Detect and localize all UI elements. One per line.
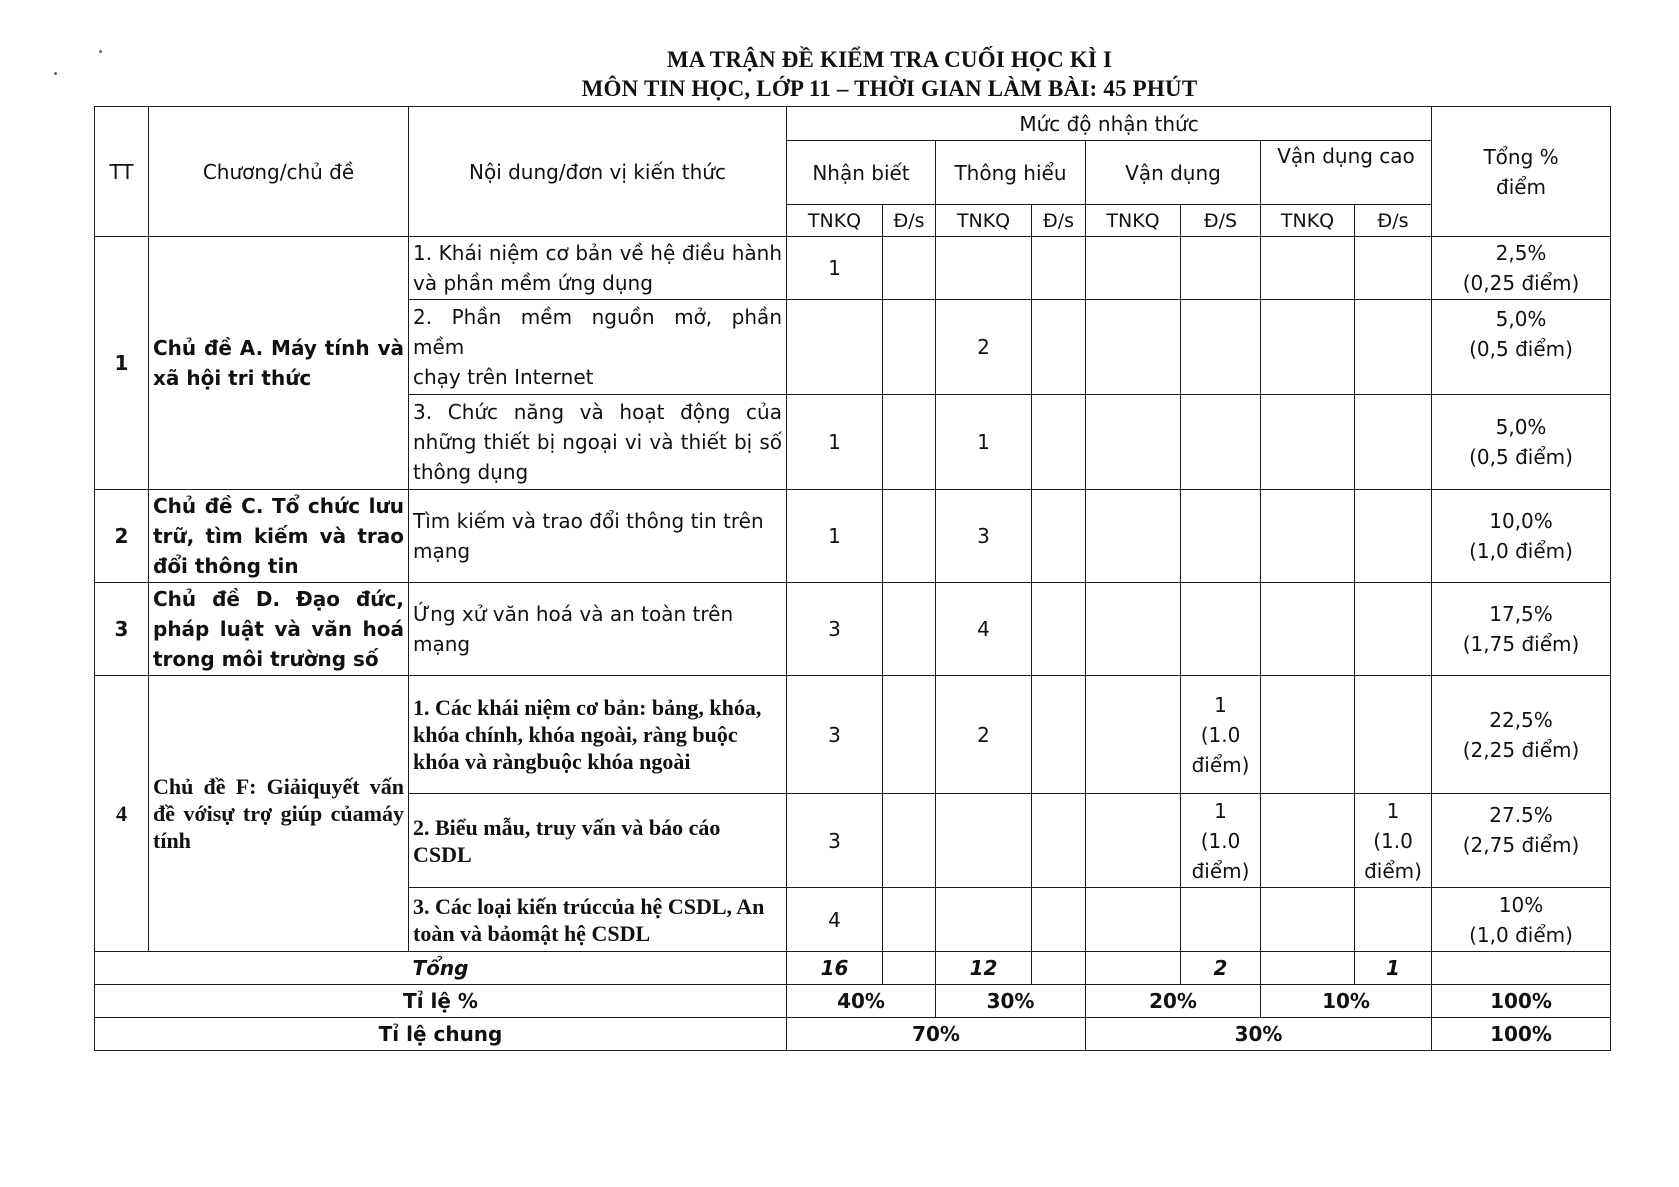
header-sub: TNKQ [1086, 205, 1181, 237]
exam-matrix-table [94, 106, 1611, 1051]
row-content: 1. Các khái niệm cơ bản: bảng, khóa, khóa chính, khóa ngoài, ràng buộc khóa và ràngbuộc khóa ngoài [409, 676, 787, 794]
sum-nb-ds [883, 952, 936, 985]
header-content: Nội dung/đơn vị kiến thức [409, 107, 787, 237]
header-sub: Đ/s [1355, 205, 1432, 237]
scan-speck [99, 50, 102, 53]
content-line: chạy trên Internet [413, 365, 594, 389]
row-content: 2. Biểu mẫu, truy vấn và báo cáo CSDL [409, 794, 787, 888]
cell-th-tnkq: 2 [936, 676, 1032, 794]
cell-vd-ds [1181, 300, 1261, 395]
cell-vd-ds [1181, 237, 1261, 300]
header-level-van-dung-cao: Vận dụng cao [1261, 141, 1432, 205]
table-row [95, 490, 1611, 583]
vd-pts: (1.0 [1200, 828, 1241, 853]
cell-total [1432, 888, 1611, 952]
page-subtitle: MÔN TIN HỌC, LỚP 11 – THỜI GIAN LÀM BÀI: 45 PHÚT [581, 76, 1198, 101]
cell-vdc-ds [1355, 395, 1432, 490]
cell-nb-tnkq: 4 [787, 888, 883, 952]
vd-pts-unit: điểm) [1191, 858, 1250, 883]
header-sub: TNKQ [787, 205, 883, 237]
row-content [409, 300, 787, 395]
row-content: Ứng xử văn hoá và an toàn trên mạng [409, 583, 787, 676]
cell-vdc-tnkq [1261, 490, 1355, 583]
row-chapter: Chủ đề C. Tổ chức lưu trữ, tìm kiếm và trao đổi thông tin [149, 490, 409, 583]
total-pct: 5,0% [1495, 307, 1547, 331]
ratio-nb: 40% [787, 985, 936, 1018]
cell-vdc-ds [1355, 676, 1432, 794]
cell-vd-ds [1181, 490, 1261, 583]
header-sub: TNKQ [936, 205, 1032, 237]
total-pts: (0,5 điểm) [1469, 445, 1573, 469]
cell-th-tnkq [936, 237, 1032, 300]
cell-vdc-tnkq [1261, 237, 1355, 300]
cell-total [1432, 237, 1611, 300]
header-chapter: Chương/chủ đề [149, 107, 409, 237]
cell-nb-ds [883, 676, 936, 794]
row-chapter: Chủ đề F: Giảiquyết vấn đề vớisự trợ giúp củamáy tính [149, 676, 409, 952]
cell-nb-tnkq: 3 [787, 794, 883, 888]
row-content: Tìm kiếm và trao đổi thông tin trên mạng [409, 490, 787, 583]
vdc-pts: (1.0 [1373, 828, 1413, 853]
sum-nb-tnkq: 16 [787, 952, 883, 985]
ratio-vd: 20% [1086, 985, 1261, 1018]
total-pts: (1,0 điểm) [1469, 539, 1573, 563]
cell-vd-tnkq [1086, 794, 1181, 888]
cell-th-tnkq: 1 [936, 395, 1032, 490]
cell-nb-tnkq: 3 [787, 676, 883, 794]
cell-vdc-ds [1355, 490, 1432, 583]
cell-total [1432, 794, 1611, 888]
total-pct: 10% [1498, 892, 1544, 917]
cell-total [1432, 395, 1611, 490]
vd-count: 1 [1214, 692, 1227, 717]
total-pct: 2,5% [1495, 241, 1547, 265]
cell-vdc-ds [1355, 583, 1432, 676]
cell-nb-tnkq: 1 [787, 237, 883, 300]
row-content: 1. Khái niệm cơ bản về hệ điều hành và phần mềm ứng dụng [409, 237, 787, 300]
cell-th-ds [1032, 395, 1086, 490]
cell-vd-ds [1181, 794, 1261, 888]
vdc-count: 1 [1386, 798, 1400, 823]
row-tt: 1 [95, 237, 149, 490]
header-total [1432, 107, 1611, 237]
header-sub: Đ/S [1181, 205, 1261, 237]
table-row [95, 583, 1611, 676]
header-total-line1: Tổng % [1483, 144, 1559, 169]
cell-nb-ds [883, 888, 936, 952]
total-pct: 22,5% [1489, 707, 1553, 732]
cell-vd-ds [1181, 888, 1261, 952]
cell-nb-tnkq: 3 [787, 583, 883, 676]
cell-vdc-ds [1355, 237, 1432, 300]
cell-vd-tnkq [1086, 676, 1181, 794]
sum-vdc-tnkq [1261, 952, 1355, 985]
total-pts: (0,25 điểm) [1462, 271, 1580, 295]
common-applied: 30% [1086, 1018, 1432, 1051]
scan-speck [54, 72, 57, 75]
ratio-th: 30% [936, 985, 1086, 1018]
vd-pts: (1.0 [1200, 722, 1241, 747]
header-level-thong-hieu: Thông hiểu [936, 141, 1086, 205]
cell-th-ds [1032, 237, 1086, 300]
cell-vd-tnkq [1086, 888, 1181, 952]
sum-vd-ds: 2 [1181, 952, 1261, 985]
total-pts: (1,75 điểm) [1462, 632, 1580, 656]
cell-vdc-tnkq [1261, 676, 1355, 794]
cell-th-ds [1032, 888, 1086, 952]
cell-nb-ds [883, 794, 936, 888]
vdc-pts-unit: điểm) [1364, 858, 1422, 883]
table-row [95, 237, 1611, 300]
ratio-vdc: 10% [1261, 985, 1432, 1018]
cell-vd-tnkq [1086, 395, 1181, 490]
cell-vdc-ds [1355, 888, 1432, 952]
cell-vd-tnkq [1086, 490, 1181, 583]
header-tt: TT [95, 107, 149, 237]
sum-vdc-ds: 1 [1355, 952, 1432, 985]
header-sub: Đ/s [1032, 205, 1086, 237]
total-pts: (1,0 điểm) [1469, 922, 1573, 947]
header-level-van-dung: Vận dụng [1086, 141, 1261, 205]
row-chapter: Chủ đề A. Máy tính và xã hội tri thức [149, 237, 409, 490]
header-level: Mức độ nhận thức [787, 107, 1432, 141]
row-tt: 2 [95, 490, 149, 583]
cell-nb-ds [883, 237, 936, 300]
cell-th-tnkq: 3 [936, 490, 1032, 583]
cell-total [1432, 676, 1611, 794]
cell-th-ds [1032, 676, 1086, 794]
cell-vdc-ds [1355, 794, 1432, 888]
sum-th-tnkq: 12 [936, 952, 1032, 985]
cell-vdc-tnkq [1261, 300, 1355, 395]
cell-vdc-tnkq [1261, 794, 1355, 888]
table-row [95, 676, 1611, 794]
vd-count: 1 [1214, 798, 1227, 823]
cell-vdc-ds [1355, 300, 1432, 395]
row-chapter: Chủ đề D. Đạo đức, pháp luật và văn hoá trong môi trường số [149, 583, 409, 676]
cell-total [1432, 300, 1611, 395]
common-basic: 70% [787, 1018, 1086, 1051]
cell-vdc-tnkq [1261, 888, 1355, 952]
ratio-label: Tỉ lệ % [95, 985, 787, 1018]
cell-nb-tnkq: 1 [787, 490, 883, 583]
cell-vd-tnkq [1086, 300, 1181, 395]
common-total: 100% [1432, 1018, 1611, 1051]
content-line: mềm [413, 335, 465, 359]
ratio-total: 100% [1432, 985, 1611, 1018]
cell-nb-ds [883, 490, 936, 583]
cell-vd-ds [1181, 583, 1261, 676]
total-pts: (0,5 điểm) [1469, 337, 1573, 361]
common-ratio-row [95, 1018, 1611, 1051]
total-pct: 5,0% [1495, 415, 1547, 439]
common-label: Tỉ lệ chung [95, 1018, 787, 1051]
sum-label: Tổng [95, 952, 787, 985]
cell-th-tnkq: 4 [936, 583, 1032, 676]
cell-vd-tnkq [1086, 583, 1181, 676]
cell-vd-ds [1181, 676, 1261, 794]
header-row-1 [95, 107, 1611, 141]
cell-nb-ds [883, 395, 936, 490]
cell-th-tnkq [936, 888, 1032, 952]
cell-th-ds [1032, 490, 1086, 583]
header-sub: Đ/s [883, 205, 936, 237]
sum-th-ds [1032, 952, 1086, 985]
vd-pts-unit: điểm) [1191, 752, 1250, 777]
cell-th-tnkq [936, 794, 1032, 888]
cell-th-tnkq: 2 [936, 300, 1032, 395]
cell-th-ds [1032, 300, 1086, 395]
total-pct: 17,5% [1489, 602, 1553, 626]
cell-vdc-tnkq [1261, 395, 1355, 490]
total-pct: 10,0% [1489, 509, 1553, 533]
total-pts: (2,25 điểm) [1462, 737, 1580, 762]
cell-total [1432, 490, 1611, 583]
page-title: MA TRẬN ĐỀ KIỂM TRA CUỐI HỌC KÌ I [666, 47, 1113, 72]
cell-nb-ds [883, 583, 936, 676]
row-content: 3. Chức năng và hoạt động của những thiết bị ngoại vi và thiết bị số thông dụng [409, 395, 787, 490]
header-level-nhan-biet: Nhận biết [787, 141, 936, 205]
sum-total [1432, 952, 1611, 985]
row-tt: 3 [95, 583, 149, 676]
cell-th-ds [1032, 583, 1086, 676]
content-line: 2. Phần mềm nguồn mở, phần [413, 305, 782, 329]
header-sub: TNKQ [1261, 205, 1355, 237]
total-pts: (2,75 điểm) [1462, 833, 1580, 857]
cell-nb-tnkq [787, 300, 883, 395]
row-content: 3. Các loại kiến trúccủa hệ CSDL, An toàn và bảomật hệ CSDL [409, 888, 787, 952]
total-pct: 27.5% [1489, 803, 1553, 827]
cell-nb-tnkq: 1 [787, 395, 883, 490]
cell-th-ds [1032, 794, 1086, 888]
header-total-line2: điểm [1496, 174, 1547, 199]
sum-vd-tnkq [1086, 952, 1181, 985]
cell-vd-ds [1181, 395, 1261, 490]
cell-nb-ds [883, 300, 936, 395]
row-tt: 4 [95, 676, 149, 952]
sum-row [95, 952, 1611, 985]
cell-vd-tnkq [1086, 237, 1181, 300]
ratio-row [95, 985, 1611, 1018]
cell-vdc-tnkq [1261, 583, 1355, 676]
cell-total [1432, 583, 1611, 676]
